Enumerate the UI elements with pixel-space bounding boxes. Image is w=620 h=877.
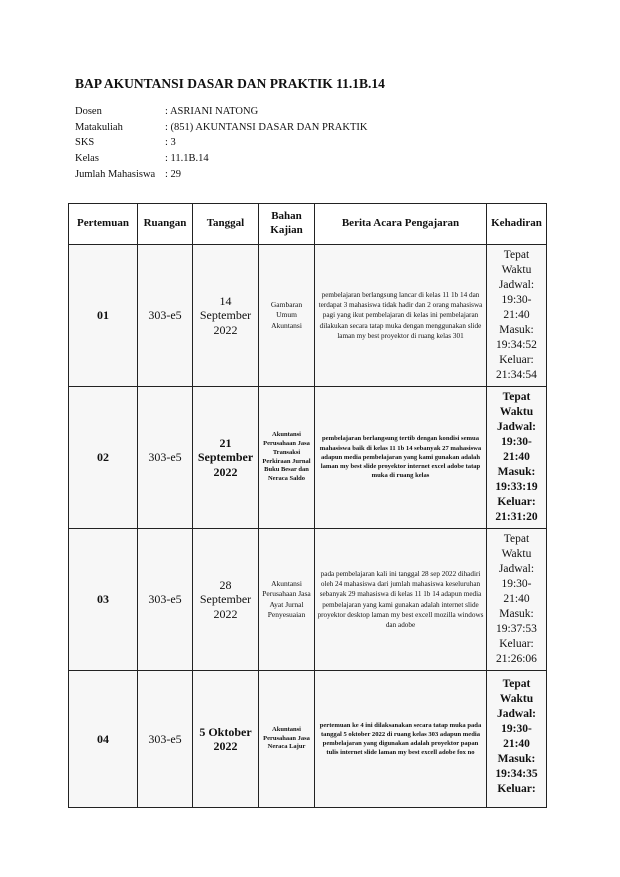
cell-berita-acara: pembelajaran berlangsung tertib dengan kondisi semua mahasiswa baik di kelas 11 1b 14 sebanyak 27 mahasiswa adapun media pembelajaran yang kami gunakan adalah laman my best slide proyektor internet excel adobe tatap muka di ruang kelas: [315, 387, 487, 529]
info-label: Dosen: [75, 106, 102, 118]
info-row-jumlah-mahasiswa: [75, 166, 367, 182]
cell-pertemuan: 04: [69, 671, 138, 808]
info-label: Matakuliah: [75, 121, 123, 133]
cell-berita-acara: pada pembelajaran kali ini tanggal 28 sep 2022 dihadiri oleh 24 mahasiswa dari jumlah mahasiswa keseluruhan sebanyak 29 mahasiswa di kelas 11 1b 14 adapun media pembelajaran yang kami gunakan adalah internet slide proyektor desktop laman my best excell mozilla windows dan adobe: [315, 529, 487, 671]
info-label: SKS: [75, 137, 95, 149]
cell-berita-acara: pembelajaran berlangsung lancar di kelas 11 1b 14 dan terdapat 3 mahasiswa tidak hadir dan 2 orang mahasiswa pagi yang ikut pembelajaran di kelas ini pembelajaran dilakukan secara tatap muka dengan menggunakan slide laman my best proyektor di ruang kelas 301: [315, 245, 487, 387]
cell-pertemuan: 02: [69, 387, 138, 529]
cell-pertemuan: 03: [69, 529, 138, 671]
cell-tanggal: 5 Oktober 2022: [193, 671, 259, 808]
info-row-matakuliah: [75, 120, 367, 136]
table-row: [69, 671, 547, 808]
table-row: [69, 245, 547, 387]
cell-tanggal: 21 September 2022: [193, 387, 259, 529]
info-row-sks: [75, 135, 367, 151]
header-kehadiran: Kehadiran: [487, 204, 547, 245]
table-row: [69, 529, 547, 671]
header-tanggal: Tanggal: [193, 204, 259, 245]
cell-bahan-kajian: Akuntansi Perusahaan Jasa Transaksi Perkiraan Jurnal Buku Besar dan Neraca Saldo: [259, 387, 315, 529]
header-pertemuan: Pertemuan: [69, 204, 138, 245]
info-value: : 11.1B.14: [165, 153, 209, 165]
header-ruangan: Ruangan: [138, 204, 193, 245]
cell-ruangan: 303-e5: [138, 671, 193, 808]
info-value: : 29: [165, 168, 182, 180]
cell-tanggal: 14 September 2022: [193, 245, 259, 387]
cell-kehadiran: Tepat Waktu Jadwal: 19:30-21:40 Masuk: 19:37:53 Keluar: 21:26:06: [487, 529, 547, 671]
cell-kehadiran: Tepat Waktu Jadwal: 19:30-21:40 Masuk: 19:34:52 Keluar: 21:34:54: [487, 245, 547, 387]
info-value: : 3: [165, 137, 176, 149]
info-row-kelas: [75, 151, 367, 167]
header-berita-acara: Berita Acara Pengajaran: [315, 204, 487, 245]
cell-kehadiran: Tepat Waktu Jadwal: 19:30-21:40 Masuk: 19:34:35 Keluar:: [487, 671, 547, 808]
meeting-table: [68, 203, 547, 808]
table-header-row: [69, 204, 547, 245]
info-value: : ASRIANI NATONG: [165, 106, 259, 118]
document-title: BAP AKUNTANSI DASAR DAN PRAKTIK 11.1B.14: [75, 76, 385, 91]
info-label: Kelas: [75, 153, 99, 165]
cell-bahan-kajian: Gambaran Umum Akuntansi: [259, 245, 315, 387]
info-row-dosen: [75, 104, 367, 120]
cell-ruangan: 303-e5: [138, 387, 193, 529]
table-row: [69, 387, 547, 529]
cell-ruangan: 303-e5: [138, 245, 193, 387]
cell-berita-acara: pertemuan ke 4 ini dilaksanakan secara tatap muka pada tanggal 5 oktober 2022 di ruang kelas 303 adapun media pembelajaran yang digunakan adalah proyektor papan tulis internet slide laman my best excell adobe fox no: [315, 671, 487, 808]
cell-bahan-kajian: Akuntansi Perusahaan Jasa Neraca Lajur: [259, 671, 315, 808]
cell-tanggal: 28 September 2022: [193, 529, 259, 671]
course-info: [75, 104, 367, 182]
info-label: Jumlah Mahasiswa: [75, 168, 156, 180]
cell-bahan-kajian: Akuntansi Perusahaan Jasa Ayat Jurnal Penyesuaian: [259, 529, 315, 671]
cell-pertemuan: 01: [69, 245, 138, 387]
header-bahan-kajian: Bahan Kajian: [259, 204, 315, 245]
cell-kehadiran: Tepat Waktu Jadwal: 19:30-21:40 Masuk: 19:33:19 Keluar: 21:31:20: [487, 387, 547, 529]
info-value: : (851) AKUNTANSI DASAR DAN PRAKTIK: [165, 121, 368, 133]
cell-ruangan: 303-e5: [138, 529, 193, 671]
